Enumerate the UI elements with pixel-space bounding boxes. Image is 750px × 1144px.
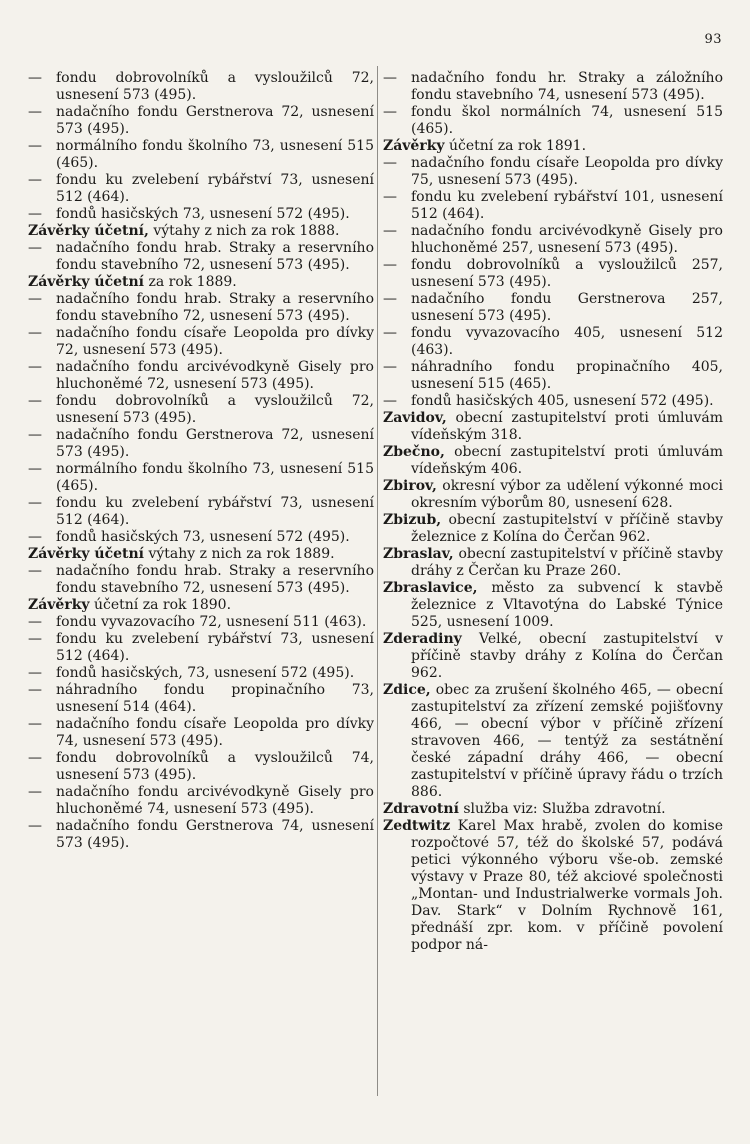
- entry-text: fondu škol normálních 74, usnesení 515 (465).: [411, 104, 723, 137]
- entry-text: fondů hasičských 405, usnesení 572 (495).: [411, 393, 714, 409]
- entry-dash: —: [383, 155, 397, 171]
- entry-keyword: Zbizub,: [383, 512, 442, 528]
- index-sub-entry: [28, 291, 374, 325]
- right-column: [383, 70, 723, 954]
- entry-keyword: Zbraslav,: [383, 546, 454, 562]
- entry-keyword: Závěrky: [28, 597, 90, 613]
- left-column: [28, 70, 374, 852]
- entry-dash: —: [28, 240, 42, 256]
- index-sub-entry: [28, 716, 374, 750]
- column-divider: [377, 66, 378, 1096]
- index-sub-entry: [28, 682, 374, 716]
- entry-text: fondu vyvazovacího 405, usnesení 512 (463).: [411, 325, 723, 358]
- entry-keyword: Zdice,: [383, 682, 431, 698]
- entry-text: nadačního fondu arcivévodkyně Gisely pro hluchoněmé 257, usnesení 573 (495).: [411, 223, 723, 256]
- entry-dash: —: [383, 257, 397, 273]
- entry-dash: —: [383, 291, 397, 307]
- entry-text: nadačního fondu císaře Leopolda pro dívky 72, usnesení 573 (495).: [56, 325, 374, 358]
- index-sub-entry: [28, 138, 374, 172]
- entry-dash: —: [383, 359, 397, 375]
- entry-text: fondu ku zvelebení rybářství 73, usnesení 512 (464).: [56, 631, 374, 664]
- entry-text: fondu vyvazovacího 72, usnesení 511 (463).: [56, 614, 367, 630]
- entry-keyword: Zavidov,: [383, 410, 447, 426]
- entry-dash: —: [28, 716, 42, 732]
- entry-text: fondu dobrovolníků a vysloužilců 74, usnesení 573 (495).: [56, 750, 374, 783]
- index-heading-entry: [383, 410, 723, 444]
- entry-text: fondů hasičských, 73, usnesení 572 (495).: [56, 665, 355, 681]
- entry-text: fondu dobrovolníků a vysloužilců 72, usnesení 573 (495).: [56, 70, 374, 103]
- index-heading-entry: [383, 138, 723, 155]
- entry-text: nadačního fondu Gerstnerova 72, usnesení 573 (495).: [56, 427, 374, 460]
- entry-dash: —: [28, 172, 42, 188]
- entry-text: služba viz: Služba zdravotní.: [458, 801, 666, 817]
- entry-dash: —: [28, 104, 42, 120]
- index-heading-entry: [383, 546, 723, 580]
- entry-dash: —: [28, 750, 42, 766]
- index-sub-entry: [383, 70, 723, 104]
- entry-keyword: Zderadiny: [383, 631, 462, 647]
- entry-dash: —: [28, 138, 42, 154]
- index-sub-entry: [383, 291, 723, 325]
- index-sub-entry: [28, 427, 374, 461]
- index-sub-entry: [383, 155, 723, 189]
- entry-keyword: Zdravotní: [383, 801, 459, 817]
- page-number: 93: [704, 32, 722, 47]
- entry-text: nadačního fondu Gerstnerova 74, usnesení 573 (495).: [56, 818, 374, 851]
- index-sub-entry: [383, 189, 723, 223]
- index-sub-entry: [28, 70, 374, 104]
- index-sub-entry: [28, 240, 374, 274]
- entry-keyword: Závěrky účetní,: [28, 223, 149, 239]
- index-sub-entry: [28, 172, 374, 206]
- entry-dash: —: [383, 104, 397, 120]
- entry-text: nadačního fondu císaře Leopolda pro dívky 74, usnesení 573 (495).: [56, 716, 374, 749]
- entry-dash: —: [28, 614, 42, 630]
- entry-dash: —: [28, 682, 42, 698]
- entry-text: výtahy z nich za rok 1889.: [144, 546, 335, 562]
- index-heading-entry: [383, 818, 723, 954]
- index-sub-entry: [383, 223, 723, 257]
- entry-dash: —: [28, 291, 42, 307]
- index-heading-entry: [383, 512, 723, 546]
- index-heading-entry: [28, 274, 374, 291]
- entry-dash: —: [28, 784, 42, 800]
- index-sub-entry: [28, 563, 374, 597]
- entry-dash: —: [28, 563, 42, 579]
- entry-text: nadačního fondu hr. Straky a záložního fondu stavebního 74, usnesení 573 (495).: [411, 70, 723, 103]
- index-sub-entry: [383, 257, 723, 291]
- index-heading-entry: [383, 801, 723, 818]
- entry-dash: —: [383, 223, 397, 239]
- entry-dash: —: [28, 665, 42, 681]
- entry-dash: —: [28, 393, 42, 409]
- entry-dash: —: [383, 189, 397, 205]
- entry-text: Velké, obecní zastupitelství v příčině stavby dráhy z Kolína do Čerčan 962.: [411, 631, 723, 681]
- entry-dash: —: [28, 427, 42, 443]
- entry-text: město za subvencí k stavbě železnice z Vltavotýna do Labské Týnice 525, usnesení 1009.: [411, 580, 723, 630]
- index-sub-entry: [383, 325, 723, 359]
- entry-dash: —: [28, 325, 42, 341]
- index-sub-entry: [28, 206, 374, 223]
- index-sub-entry: [28, 104, 374, 138]
- entry-dash: —: [28, 495, 42, 511]
- entry-text: náhradního fondu propinačního 73, usnesení 514 (464).: [56, 682, 374, 715]
- entry-dash: —: [28, 818, 42, 834]
- entry-dash: —: [28, 631, 42, 647]
- entry-dash: —: [28, 529, 42, 545]
- entry-text: fondu ku zvelebení rybářství 73, usnesení 512 (464).: [56, 495, 374, 528]
- index-heading-entry: [28, 597, 374, 614]
- index-sub-entry: [28, 529, 374, 546]
- entry-text: fondu dobrovolníků a vysloužilců 257, usnesení 573 (495).: [411, 257, 723, 290]
- entry-text: normálního fondu školního 73, usnesení 515 (465).: [56, 461, 374, 494]
- index-sub-entry: [28, 750, 374, 784]
- entry-dash: —: [28, 461, 42, 477]
- index-sub-entry: [28, 495, 374, 529]
- entry-text: nadačního fondu arcivévodkyně Gisely pro hluchoněmé 72, usnesení 573 (495).: [56, 359, 374, 392]
- entry-text: nadačního fondu Gerstnerova 72, usnesení 573 (495).: [56, 104, 374, 137]
- index-sub-entry: [28, 393, 374, 427]
- entry-text: náhradního fondu propinačního 405, usnesení 515 (465).: [411, 359, 723, 392]
- entry-text: nadačního fondu hrab. Straky a reservního fondu stavebního 72, usnesení 573 (495).: [56, 240, 374, 273]
- index-heading-entry: [383, 478, 723, 512]
- index-sub-entry: [28, 784, 374, 818]
- index-sub-entry: [28, 325, 374, 359]
- entry-text: nadačního fondu císaře Leopolda pro dívky 75, usnesení 573 (495).: [411, 155, 723, 188]
- index-heading-entry: [383, 682, 723, 801]
- index-heading-entry: [28, 223, 374, 240]
- entry-text: obecní zastupitelství v příčině stavby železnice z Kolína do Čerčan 962.: [411, 512, 723, 545]
- entry-text: výtahy z nich za rok 1888.: [148, 223, 340, 239]
- index-sub-entry: [28, 461, 374, 495]
- entry-text: obecní zastupitelství proti úmluvám vídeňským 318.: [411, 410, 723, 443]
- index-sub-entry: [28, 631, 374, 665]
- entry-text: účetní za rok 1890.: [89, 597, 232, 613]
- entry-text: fondů hasičských 73, usnesení 572 (495).: [56, 529, 350, 545]
- entry-keyword: Zbečno,: [383, 444, 445, 460]
- entry-dash: —: [383, 393, 397, 409]
- entry-text: nadačního fondu arcivévodkyně Gisely pro hluchoněmé 74, usnesení 573 (495).: [56, 784, 374, 817]
- entry-dash: —: [28, 206, 42, 222]
- index-sub-entry: [28, 818, 374, 852]
- entry-dash: —: [383, 70, 397, 86]
- entry-dash: —: [28, 359, 42, 375]
- entry-text: za rok 1889.: [144, 274, 237, 290]
- entry-text: okresní výbor za udělení výkonné moci okresním výborům 80, usnesení 628.: [411, 478, 723, 511]
- entry-text: nadačního fondu hrab. Straky a reservního fondu stavebního 72, usnesení 573 (495).: [56, 563, 374, 596]
- index-sub-entry: [28, 614, 374, 631]
- index-sub-entry: [28, 665, 374, 682]
- entry-keyword: Zedtwitz: [383, 818, 451, 834]
- entry-text: nadačního fondu Gerstnerova 257, usnesení 573 (495).: [411, 291, 723, 324]
- entry-text: obec za zrušení školného 465, — obecní zastupitelství za zřízení zemské pojišťovny 466, — obecní výbor v příčině zřízení stravoven 466, — tentýž za sestátnění české západní dráhy 466, — obecní zastupitelství v příčině úpravy řádu o trzích 886.: [411, 682, 723, 800]
- index-heading-entry: [383, 631, 723, 682]
- entry-text: fondu dobrovolníků a vysloužilců 72, usnesení 573 (495).: [56, 393, 374, 426]
- entry-dash: —: [383, 325, 397, 341]
- index-heading-entry: [383, 444, 723, 478]
- entry-text: fondu ku zvelebení rybářství 101, usnesení 512 (464).: [411, 189, 723, 222]
- entry-dash: —: [28, 70, 42, 86]
- entry-keyword: Zbirov,: [383, 478, 437, 494]
- entry-text: normálního fondu školního 73, usnesení 515 (465).: [56, 138, 374, 171]
- index-sub-entry: [383, 104, 723, 138]
- entry-text: fondů hasičských 73, usnesení 572 (495).: [56, 206, 350, 222]
- entry-text: Karel Max hrabě, zvolen do komise rozpočtové 57, též do školské 57, podává petici výkonného výboru vše-ob. zemské výstavy v Praze 80, též akciové společnosti „Montan- und Industrialwerke vormals Joh. Dav. Stark“ v Dolním Rychnově 161, přednáší zpr. kom. v příčině povolení podpor ná-: [411, 818, 723, 953]
- entry-keyword: Závěrky: [383, 138, 445, 154]
- entry-text: obecní zastupitelství v příčině stavby dráhy z Čerčan ku Praze 260.: [411, 546, 723, 579]
- entry-text: obecní zastupitelství proti úmluvám vídeňským 406.: [411, 444, 723, 477]
- index-sub-entry: [28, 359, 374, 393]
- entry-text: nadačního fondu hrab. Straky a reservního fondu stavebního 72, usnesení 573 (495).: [56, 291, 374, 324]
- entry-keyword: Závěrky účetní: [28, 546, 144, 562]
- entry-keyword: Zbraslavice,: [383, 580, 478, 596]
- index-heading-entry: [28, 546, 374, 563]
- entry-text: účetní za rok 1891.: [444, 138, 587, 154]
- entry-keyword: Závěrky účetní: [28, 274, 144, 290]
- entry-text: fondu ku zvelebení rybářství 73, usnesení 512 (464).: [56, 172, 374, 205]
- index-heading-entry: [383, 580, 723, 631]
- index-sub-entry: [383, 393, 723, 410]
- index-sub-entry: [383, 359, 723, 393]
